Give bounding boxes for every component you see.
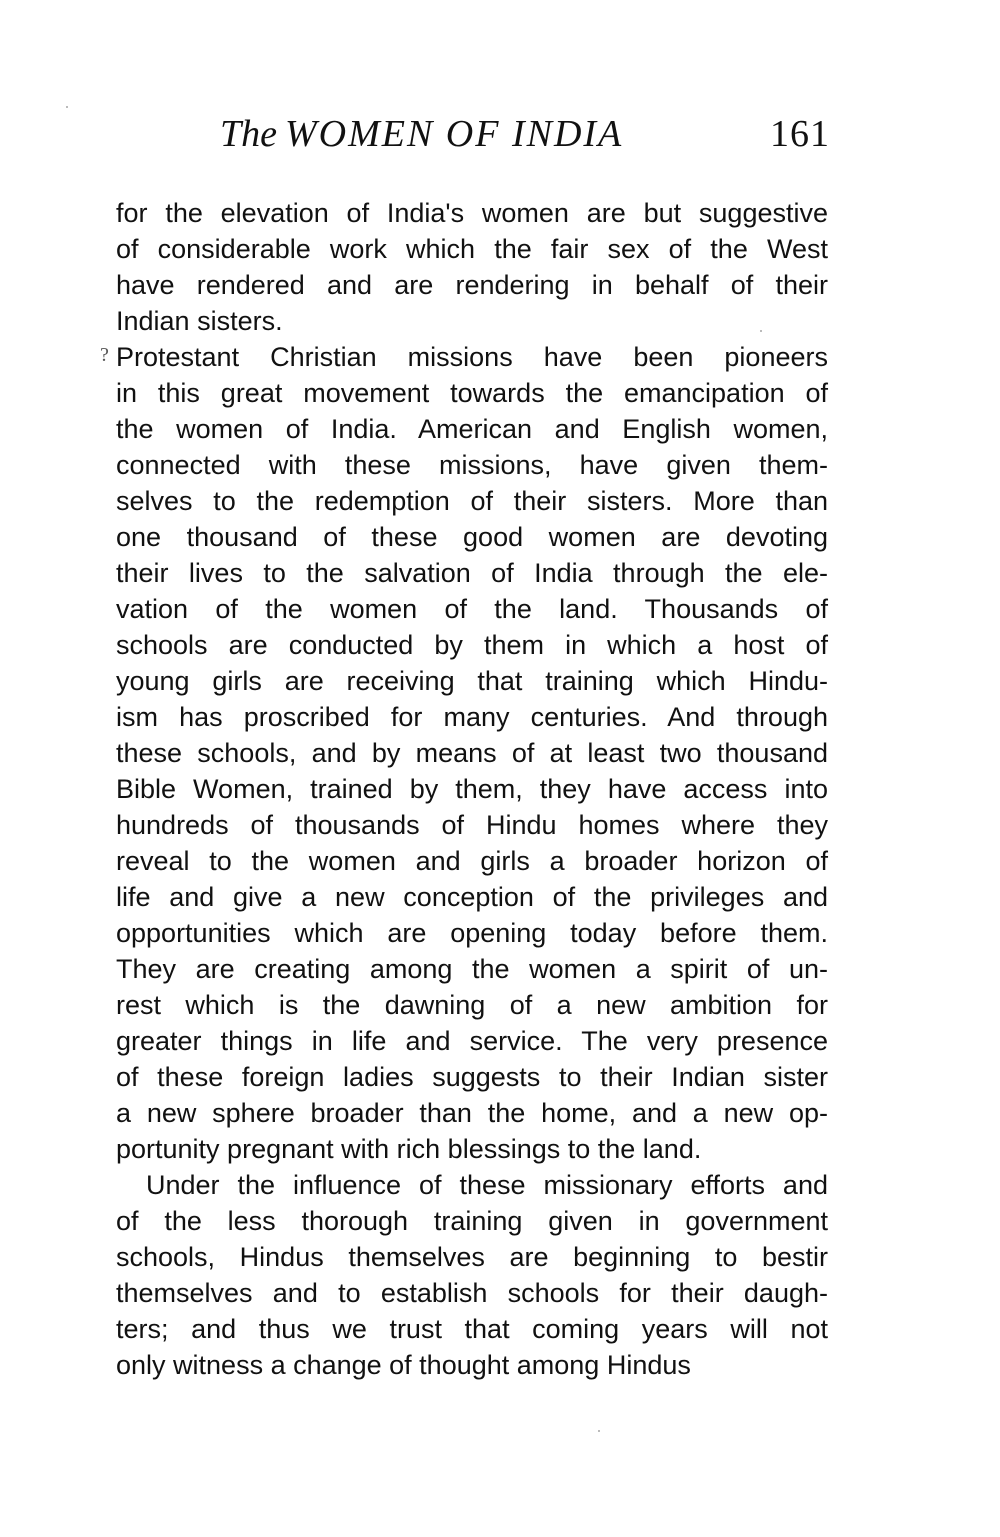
- text-line: of considerable work which the fair sex of the West: [116, 234, 828, 264]
- text-line: themselves and to establish schools for their daugh-: [116, 1278, 828, 1308]
- text-line: of these foreign ladies suggests to their Indian sister: [116, 1062, 828, 1092]
- text-line: vation of the women of the land. Thousands of: [116, 594, 828, 624]
- text-line: connected with these missions, have given them-: [116, 450, 828, 480]
- text-line: reveal to the women and girls a broader horizon of: [116, 846, 828, 876]
- text-line: life and give a new conception of the privileges and: [116, 882, 828, 912]
- text-line: the women of India. American and English women,: [116, 414, 828, 444]
- text-line: selves to the redemption of their sisters. More than: [116, 486, 828, 516]
- text-line: one thousand of these good women are devoting: [116, 522, 828, 552]
- text-line: rest which is the dawning of a new ambition for: [116, 990, 828, 1020]
- text-line: of the less thorough training given in government: [116, 1206, 828, 1236]
- running-title-main: WOMEN OF INDIA: [285, 113, 624, 155]
- text-line: in this great movement towards the emancipation of: [116, 378, 828, 408]
- running-title-article: The: [220, 113, 277, 155]
- text-line: Protestant Christian missions have been pioneers: [116, 342, 828, 372]
- text-line: ters; and thus we trust that coming years will not: [116, 1314, 828, 1344]
- running-title: [220, 112, 623, 156]
- text-line: schools are conducted by them in which a host of: [116, 630, 828, 660]
- text-line: Bible Women, trained by them, they have access into: [116, 774, 828, 804]
- text-line: young girls are receiving that training which Hindu-: [116, 666, 828, 696]
- text-line: ism has proscribed for many centuries. And through: [116, 702, 828, 732]
- paragraph: [116, 195, 828, 339]
- paragraph: [116, 339, 828, 1167]
- text-line: only witness a change of thought among Hindus: [116, 1350, 691, 1380]
- text-line: these schools, and by means of at least two thousand: [116, 738, 828, 768]
- paper-speck: [598, 1430, 600, 1432]
- page-number: 161: [770, 113, 830, 155]
- text-line: hundreds of thousands of Hindu homes where they: [116, 810, 828, 840]
- text-line: their lives to the salvation of India through the ele-: [116, 558, 828, 588]
- text-line: have rendered and are rendering in behalf of their: [116, 270, 828, 300]
- text-line: Under the influence of these missionary efforts and: [146, 1170, 828, 1200]
- text-line: Indian sisters.: [116, 306, 283, 336]
- text-line: a new sphere broader than the home, and a new op-: [116, 1098, 828, 1128]
- paper-speck: [760, 330, 762, 332]
- paper-speck: [66, 106, 68, 108]
- body-text: [116, 195, 828, 1383]
- text-line: opportunities which are opening today before them.: [116, 918, 828, 948]
- text-line: for the elevation of India's women are but suggestive: [116, 198, 828, 228]
- text-line: greater things in life and service. The very presence: [116, 1026, 828, 1056]
- margin-mark: ?: [100, 344, 109, 366]
- running-header: [220, 112, 830, 162]
- text-line: portunity pregnant with rich blessings to the land.: [116, 1134, 702, 1164]
- paragraph: [116, 1167, 828, 1383]
- text-line: They are creating among the women a spirit of un-: [116, 954, 828, 984]
- text-line: schools, Hindus themselves are beginning to bestir: [116, 1242, 828, 1272]
